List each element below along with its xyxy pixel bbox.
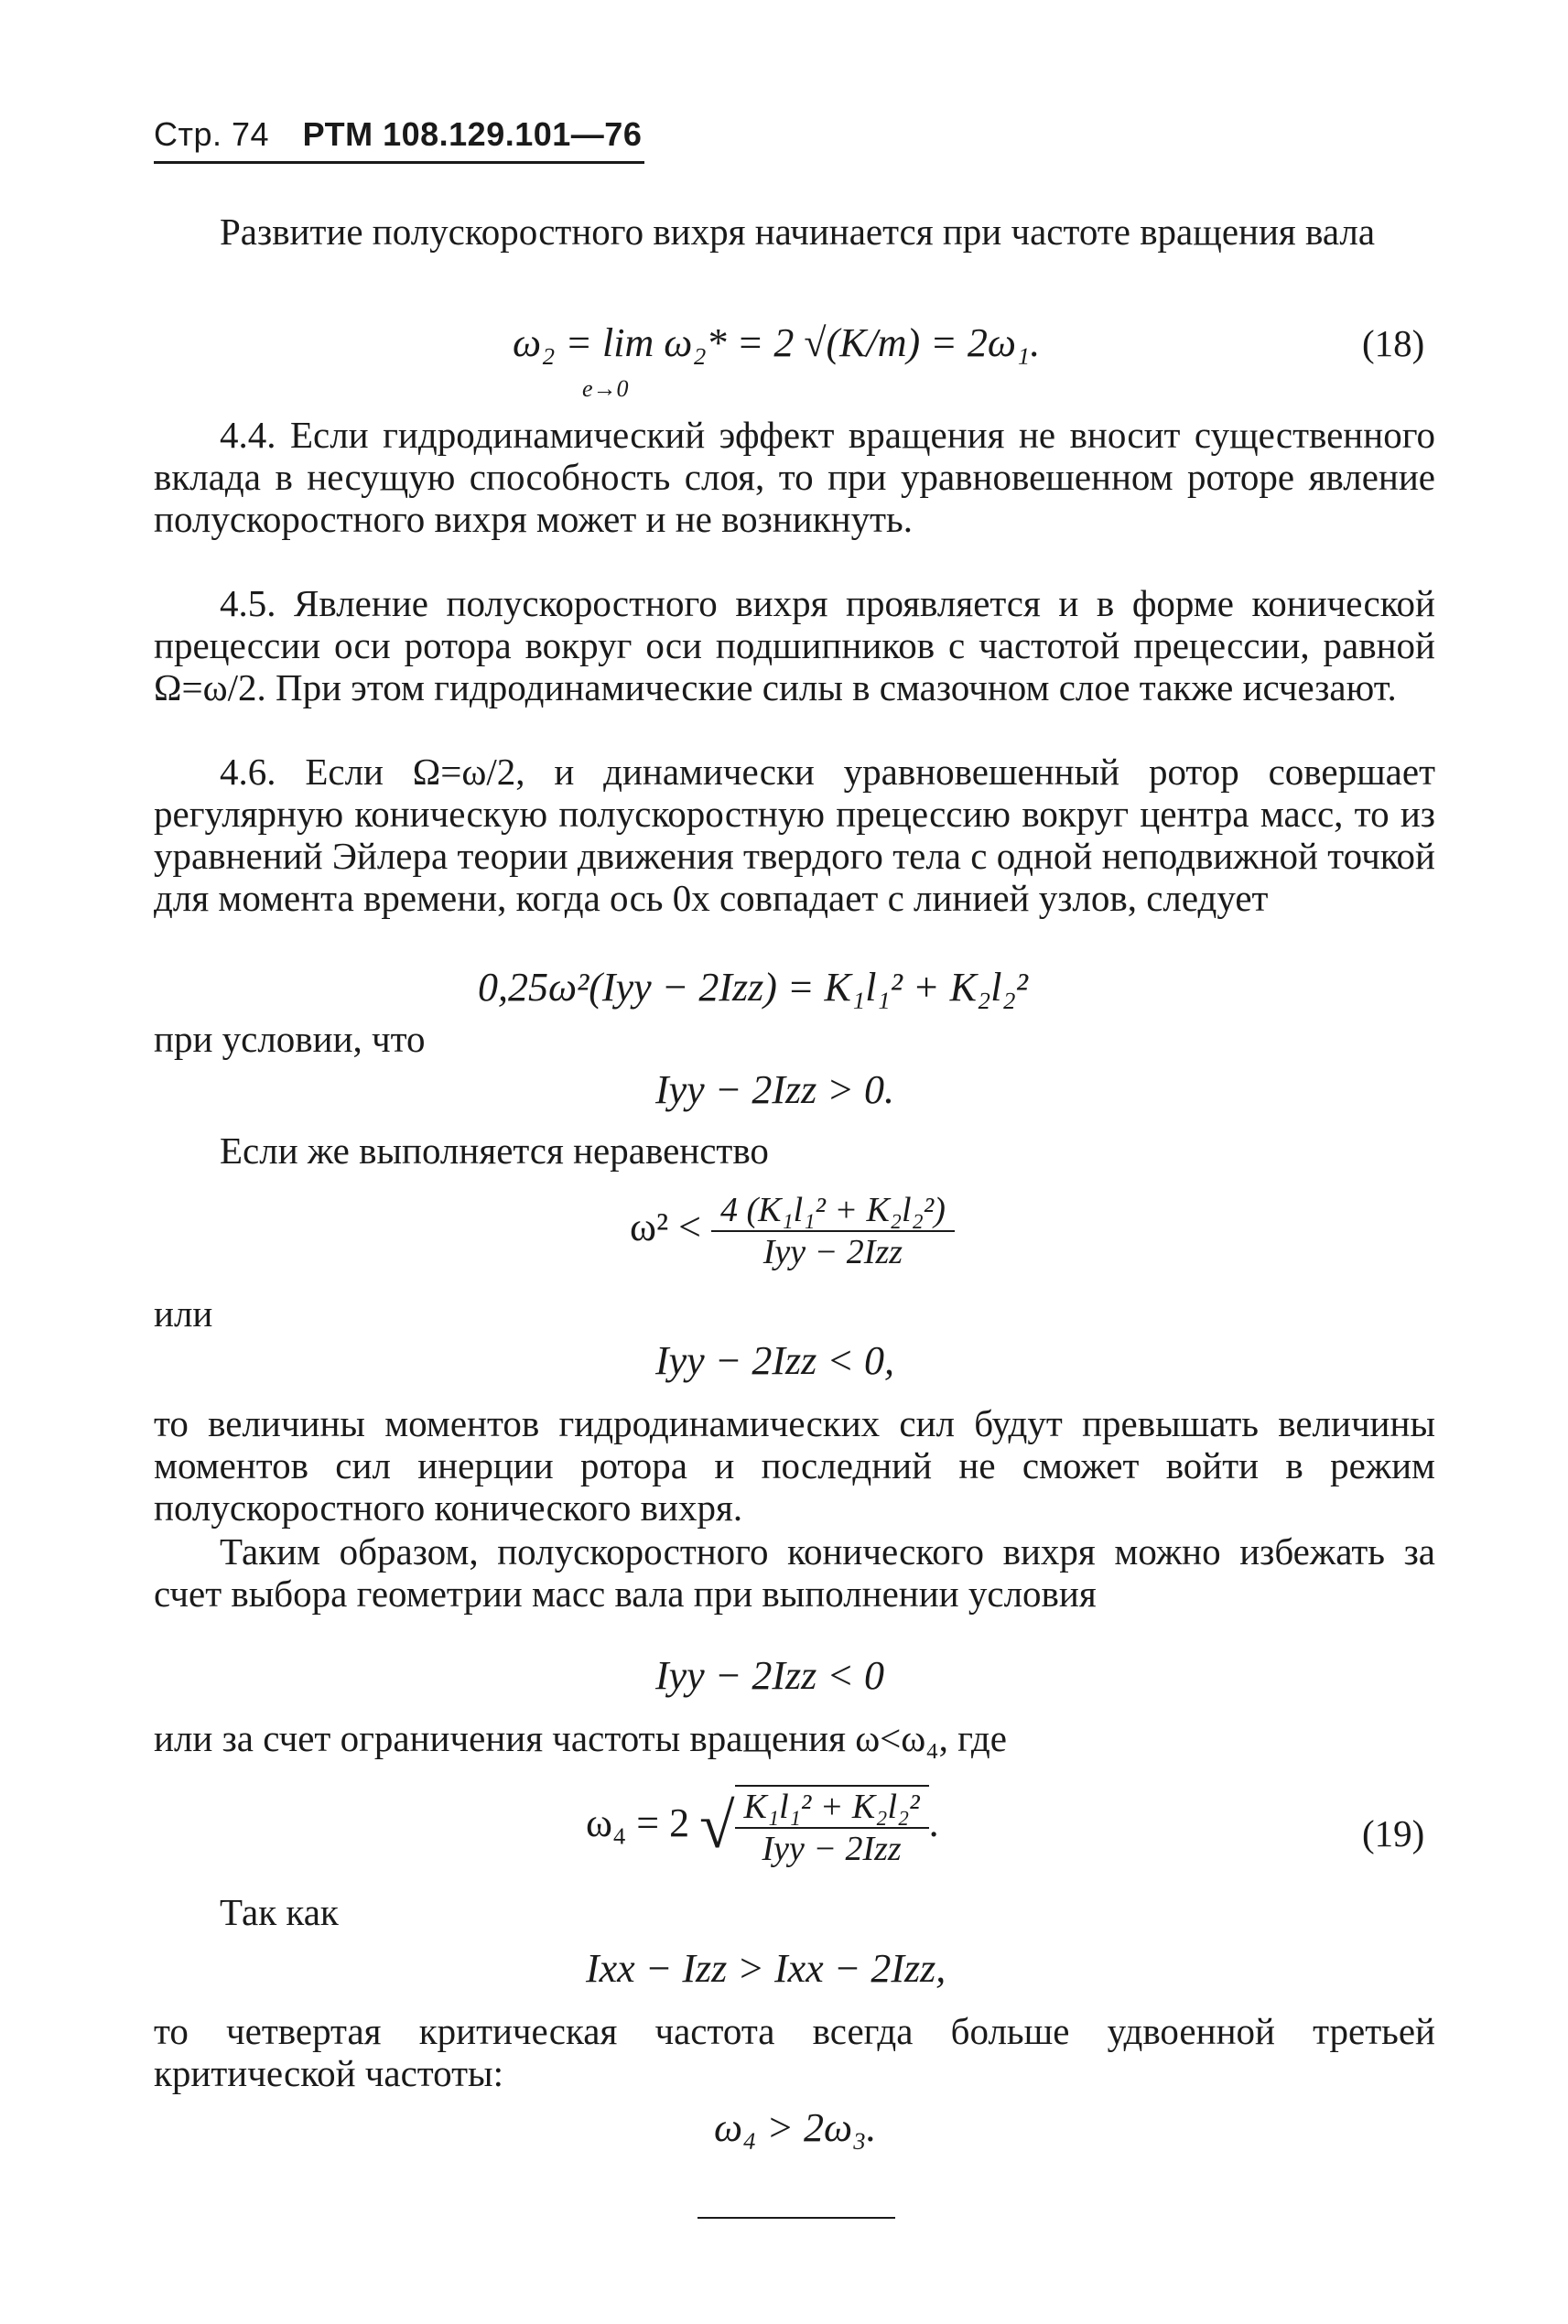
text-if-inequality: Если же выполняется неравенство [220,1130,769,1172]
equation-18-text: ω₂ = lim ω₂* = 2 √(K/m) = 2ω₁. [513,320,1041,365]
page-number: Стр. 74 [154,115,270,153]
paragraph-4-4: 4.4. Если гидродинамический эффект вращения не вносит существенного вклада в несущую способность слоя, то при уравновешенном роторе явление полускоростного вихря может и не возникнуть. [154,414,1435,540]
equation-omega-inequality [630,1190,955,1272]
equation-condition-negative: Iyy − 2Izz < 0, [655,1338,894,1383]
paragraph-whirl-onset: Развитие полускоростного вихря начинается при частоте вращения вала [220,211,1376,253]
equation-omega4-vs-omega3: ω₄ > 2ω₃. [714,2105,877,2150]
equation-euler: 0,25ω²(Iyy − 2Izz) = K₁l₁² + K₂l₂² [478,965,1028,1010]
text-since: Так как [220,1891,339,1933]
sqrt-symbol: √ [699,1791,735,1862]
paragraph-4-5: 4.5. Явление полускоростного вихря проявляется и в форме конической прецессии оси ротора вокруг оси подшипников с частотой прецессии, равной Ω=ω/2. При этом гидродинамические силы в смазочном слое также исчезают. [154,582,1435,708]
inequality-numerator: 4 (K₁l₁² + K₂l₂²) [711,1190,955,1232]
equation-19-denominator: Iyy − 2Izz [762,1830,902,1868]
inequality-denominator: Iyy − 2Izz [762,1233,903,1271]
equation-19-fraction [735,1785,929,1869]
running-header [154,115,642,154]
equation-18-limit-subscript: e→0 [582,375,629,402]
header-rule [154,161,644,164]
inequality-fraction [711,1190,955,1272]
equation-19-numerator: K₁l₁² + K₂l₂² [735,1787,929,1829]
paragraph-thus: Таким образом, полускоростного конического вихря можно избежать за счет выбора геометрии масс вала при выполнении условия [154,1530,1435,1615]
equation-18 [513,320,1040,366]
paragraph-4-6: 4.6. Если Ω=ω/2, и динамически уравновешенный ротор совершает регулярную коническую полускоростную прецессию вокруг центра масс, то из уравнений Эйлера теории движения твердого тела с одной неподвижной точкой для момента времени, когда ось 0x совпадает с линией узлов, следует [154,751,1435,919]
inequality-lhs: ω² < [630,1205,701,1250]
equation-18-number: (18) [1362,322,1425,364]
text-provided-that: при условии, что [154,1018,426,1060]
equation-inertia-comparison: Ixx − Izz > Ixx − 2Izz, [586,1946,946,1991]
paragraph-moments: то величины моментов гидродинамических сил будут превышать величины моментов сил инерции ротора и последний не сможет войти в режим полускоростного конического вихря. [154,1402,1435,1529]
paragraph-fourth-critical: то четвертая критическая частота всегда больше удвоенной третьей критической частоты: [154,2010,1435,2094]
equation-19: ω₄ = 2 √ $\frac{\text{K₁l₁² + K₂l₂²}}{\text{Iyy − 2Izz}}$ . [586,1785,939,1869]
document-code: РТМ 108.129.101—76 [302,115,643,153]
text-or: или [154,1292,213,1335]
text-frequency-limit: или за счет ограничения частоты вращения ω<ω₄, где [154,1717,1007,1759]
equation-condition-positive: Iyy − 2Izz > 0. [655,1067,894,1112]
equation-19-number: (19) [1362,1812,1425,1854]
equation-19-lhs: ω₄ = 2 [586,1800,690,1846]
end-rule [697,2217,895,2219]
equation-condition-geometry: Iyy − 2Izz < 0 [655,1653,884,1698]
